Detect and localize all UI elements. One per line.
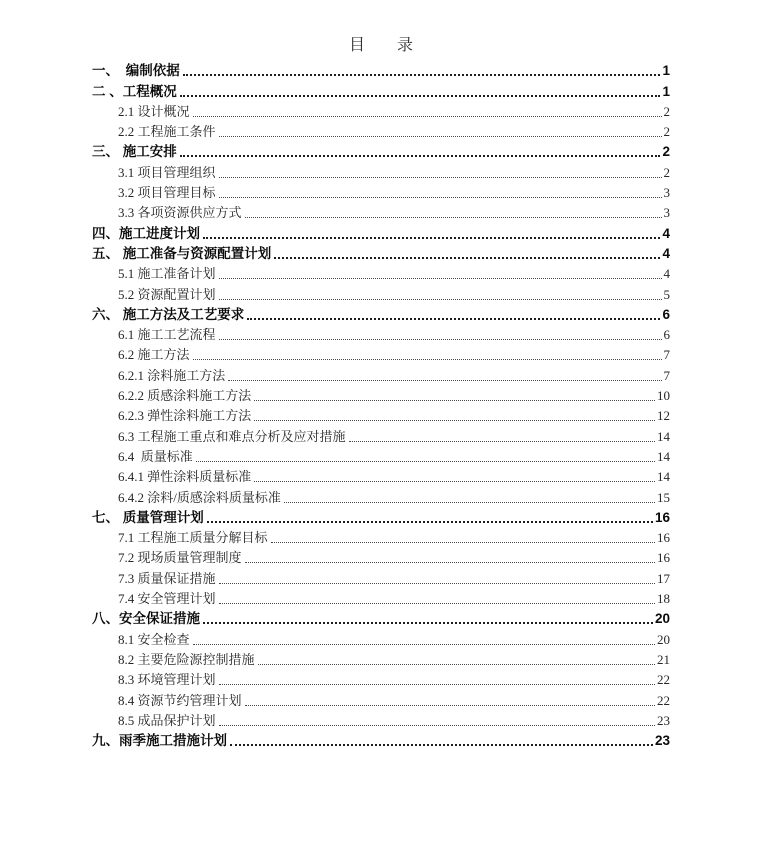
toc-entry-page-number: 7	[663, 367, 670, 383]
toc-entry[interactable]	[92, 243, 670, 263]
dot-leader	[193, 116, 662, 117]
toc-entry-page-number: 14	[657, 469, 670, 485]
toc-entry-page-number: 2	[663, 124, 670, 140]
toc-entry-label: 6.2 施工方法	[118, 347, 190, 363]
toc-entry[interactable]	[92, 263, 670, 283]
toc-entry[interactable]	[92, 710, 670, 730]
toc-entry-label: 八、安全保证措施	[92, 611, 200, 627]
toc-entry-page-number: 23	[654, 733, 670, 749]
dot-leader	[219, 177, 662, 178]
dot-leader	[284, 502, 655, 503]
toc-entry-page-number: 4	[662, 225, 670, 241]
toc-entry-label: 七、 质量管理计划	[92, 509, 204, 525]
toc-entry-page-number: 3	[663, 185, 670, 201]
dot-leader	[349, 441, 655, 442]
toc-entry[interactable]	[92, 507, 670, 527]
toc-entry-label: 一、 编制依据	[92, 63, 180, 79]
toc-entry-label: 8.1 安全检查	[118, 631, 190, 647]
toc-entry-page-number: 1	[662, 83, 670, 99]
toc-entry[interactable]	[92, 466, 670, 486]
toc-entry-label: 三、 施工安排	[92, 144, 177, 160]
toc-entry[interactable]	[92, 628, 670, 648]
dot-leader	[219, 136, 662, 137]
toc-entry-label: 5.2 资源配置计划	[118, 286, 216, 302]
dot-leader	[207, 521, 653, 523]
dot-leader	[247, 318, 660, 320]
toc-entry[interactable]	[92, 608, 670, 628]
toc-entry[interactable]	[92, 80, 670, 100]
toc-entry-label: 8.2 主要危险源控制措施	[118, 651, 255, 667]
toc-entry[interactable]	[92, 283, 670, 303]
toc-entry-label: 7.3 质量保证措施	[118, 570, 216, 586]
toc-entry-label: 六、 施工方法及工艺要求	[92, 306, 245, 322]
dot-leader	[180, 95, 661, 97]
toc-entry-page-number: 16	[657, 550, 670, 566]
toc-entry-label: 6.4 质量标准	[118, 448, 193, 464]
toc-entry-label: 7.1 工程施工质量分解目标	[118, 530, 268, 546]
toc-entry[interactable]	[92, 141, 670, 161]
toc-entry[interactable]	[92, 425, 670, 445]
toc-entry-label: 6.4.2 涂料/质感涂料质量标准	[118, 489, 281, 505]
dot-leader	[228, 380, 661, 381]
toc-entry-page-number: 4	[663, 266, 670, 282]
toc-entry[interactable]	[92, 567, 670, 587]
dot-leader	[219, 725, 655, 726]
toc-entry-label: 九、雨季施工措施计划	[92, 733, 227, 749]
toc-entry-label: 2.1 设计概况	[118, 103, 190, 119]
toc-entry-page-number: 12	[657, 408, 670, 424]
toc-entry-label: 6.1 施工工艺流程	[118, 327, 216, 343]
toc-entry-page-number: 6	[662, 306, 670, 322]
dot-leader	[230, 744, 653, 746]
toc-entry[interactable]	[92, 202, 670, 222]
toc-entry-label: 6.2.3 弹性涂料施工方法	[118, 408, 252, 424]
dot-leader	[203, 237, 660, 239]
toc-entry[interactable]	[92, 689, 670, 709]
toc-title: 目 录	[348, 37, 413, 54]
toc-entry[interactable]	[92, 324, 670, 344]
dot-leader	[180, 155, 661, 157]
toc-entry-page-number: 6	[663, 327, 670, 343]
toc-entry-page-number: 18	[657, 591, 670, 607]
dot-leader	[219, 299, 662, 300]
dot-leader	[203, 622, 653, 624]
dot-leader	[193, 644, 655, 645]
toc-entry-page-number: 14	[657, 448, 670, 464]
toc-entry-label: 7.4 安全管理计划	[118, 591, 216, 607]
toc-entry-label: 6.4.1 弹性涂料质量标准	[118, 469, 252, 485]
toc-entry[interactable]	[92, 730, 670, 750]
dot-leader	[183, 74, 661, 76]
toc-entry-page-number: 23	[657, 712, 670, 728]
toc-entry-label: 3.2 项目管理目标	[118, 185, 216, 201]
toc-entry-label: 二 、工程概况	[92, 83, 177, 99]
toc-entry-label: 8.4 资源节约管理计划	[118, 692, 242, 708]
toc-entry-page-number: 22	[657, 672, 670, 688]
dot-leader	[254, 481, 655, 482]
toc-entry[interactable]	[92, 60, 670, 80]
toc-entry-label: 6.2.1 涂料施工方法	[118, 367, 226, 383]
dot-leader	[245, 562, 655, 563]
toc-entry-page-number: 3	[663, 205, 670, 221]
toc-entry-label: 四、施工进度计划	[92, 225, 200, 241]
toc-entry-page-number: 10	[657, 388, 670, 404]
toc-entry-page-number: 17	[657, 570, 670, 586]
toc-entry[interactable]	[92, 182, 670, 202]
toc-entry[interactable]	[92, 364, 670, 384]
dot-leader	[219, 583, 655, 584]
dot-leader	[219, 339, 662, 340]
toc-entry-label: 2.2 工程施工条件	[118, 124, 216, 140]
toc-entry[interactable]	[92, 405, 670, 425]
toc-entry[interactable]	[92, 344, 670, 364]
dot-leader	[196, 461, 655, 462]
toc-entry-label: 5.1 施工准备计划	[118, 266, 216, 282]
toc-entry[interactable]	[92, 121, 670, 141]
toc-entry-label: 6.2.2 质感涂料施工方法	[118, 388, 252, 404]
toc-entry[interactable]	[92, 669, 670, 689]
toc-entry-page-number: 22	[657, 692, 670, 708]
toc-entry-page-number: 20	[657, 631, 670, 647]
toc-entry-label: 8.5 成品保护计划	[118, 712, 216, 728]
dot-leader	[274, 257, 660, 259]
dot-leader	[258, 664, 655, 665]
toc-entry[interactable]	[92, 161, 670, 181]
toc-list	[92, 60, 670, 750]
toc-entry-label: 8.3 环境管理计划	[118, 672, 216, 688]
toc-entry-label: 3.3 各项资源供应方式	[118, 205, 242, 221]
dot-leader	[219, 278, 662, 279]
toc-entry[interactable]	[92, 304, 670, 324]
toc-entry-page-number: 16	[654, 509, 670, 525]
toc-entry-page-number: 7	[663, 347, 670, 363]
toc-entry-page-number: 21	[657, 651, 670, 667]
toc-entry-page-number: 5	[663, 286, 670, 302]
toc-entry-page-number: 2	[662, 144, 670, 160]
toc-entry[interactable]	[92, 649, 670, 669]
toc-entry-page-number: 15	[657, 489, 670, 505]
toc-entry[interactable]	[92, 588, 670, 608]
toc-entry[interactable]	[92, 527, 670, 547]
toc-entry-label: 6.3 工程施工重点和难点分析及应对措施	[118, 428, 346, 444]
toc-entry[interactable]	[92, 446, 670, 466]
toc-entry-label: 3.1 项目管理组织	[118, 164, 216, 180]
dot-leader	[271, 542, 655, 543]
toc-entry-label: 五、 施工准备与资源配置计划	[92, 245, 272, 261]
toc-entry[interactable]	[92, 385, 670, 405]
toc-entry[interactable]	[92, 101, 670, 121]
toc-entry-page-number: 16	[657, 530, 670, 546]
dot-leader	[193, 359, 662, 360]
dot-leader	[219, 684, 655, 685]
toc-entry-page-number: 4	[662, 245, 670, 261]
toc-entry-page-number: 1	[662, 63, 670, 79]
dot-leader	[254, 400, 655, 401]
toc-entry-page-number: 14	[657, 428, 670, 444]
toc-entry[interactable]	[92, 222, 670, 242]
toc-entry[interactable]	[92, 486, 670, 506]
toc-entry-page-number: 20	[654, 611, 670, 627]
toc-entry[interactable]	[92, 547, 670, 567]
toc-entry-page-number: 2	[663, 164, 670, 180]
dot-leader	[219, 197, 662, 198]
dot-leader	[254, 420, 655, 421]
toc-entry-page-number: 2	[663, 103, 670, 119]
dot-leader	[245, 217, 662, 218]
toc-entry-label: 7.2 现场质量管理制度	[118, 550, 242, 566]
dot-leader	[219, 603, 655, 604]
dot-leader	[245, 705, 655, 706]
